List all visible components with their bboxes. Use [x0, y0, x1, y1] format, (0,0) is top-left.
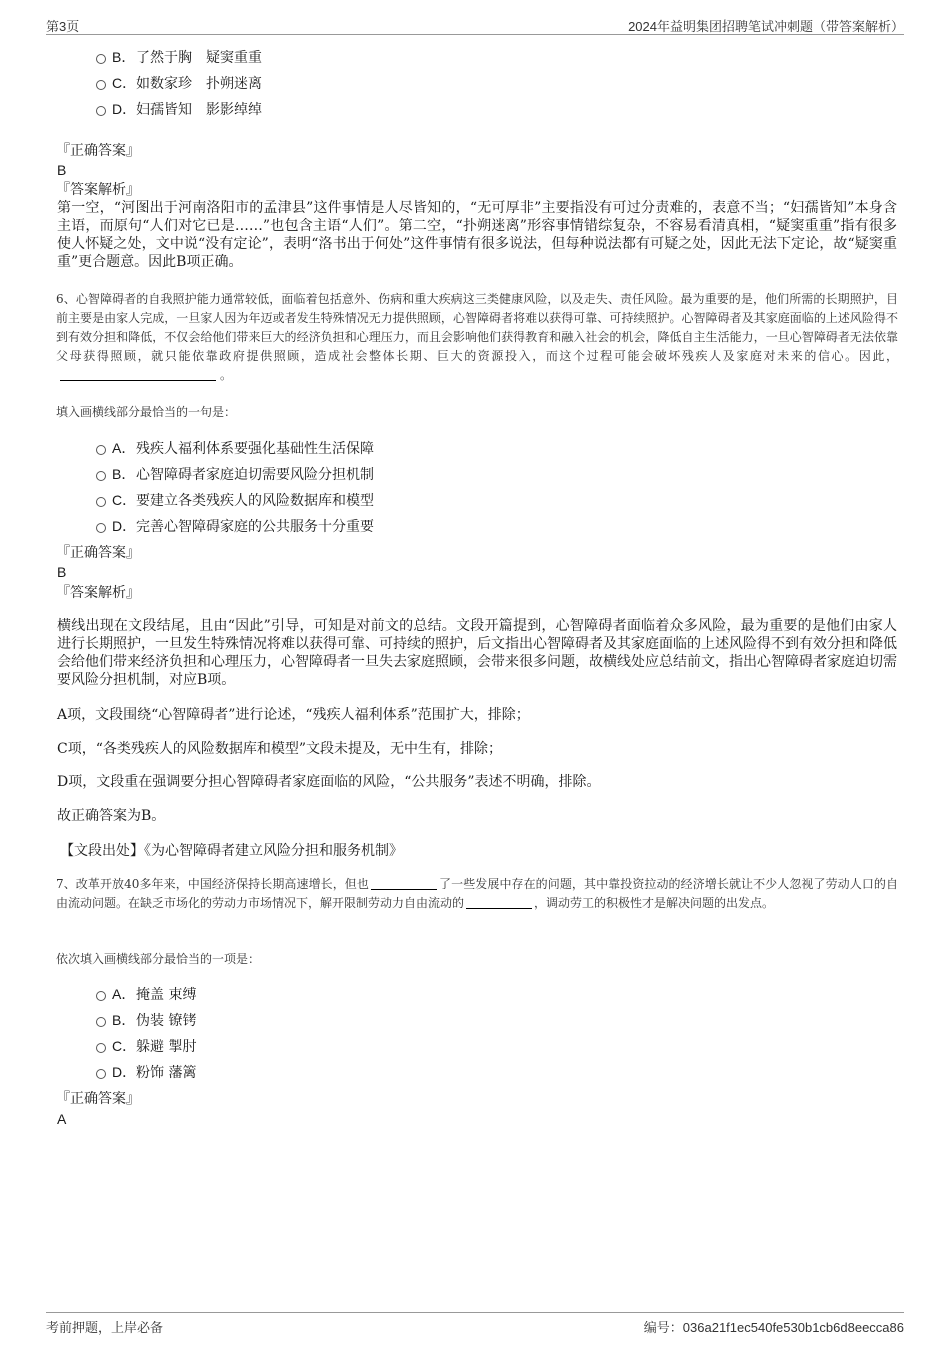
q6-question: 6、心智障碍者的自我照护能力通常较低，面临着包括意外、伤病和重大疾病这三类健康风险，以及走失、责任风险。最为重要的是，他们所需的长期照护，目前主要是由家人完成，一旦家人因为年迈或者发生特殊情况无力提供照顾，心智障碍者将难以获得可靠、可持续照护。心智障碍者及其家庭面临的上述风险得不到有效分担和降低，不仅会给他们带来巨大的经济负担和心理压力，而且会影响他们获得教育和融入社会的机会，降低自主生活能力，一旦心智障碍者无法依靠父母获得照顾，就只能依靠政府提供照顾，造成社会整体长期、巨大的资源投入，而这个过程可能会破坏残疾人及家庭对未来的信心。因此，。: [56, 292, 898, 382]
radio-icon: [96, 991, 106, 1001]
q7-option-b[interactable]: B．伪装 镣铐: [96, 1010, 196, 1030]
q5-option-b[interactable]: B．了然于胸 疑窦重重: [96, 47, 262, 67]
document-id: 编号：036a21f1ec540fe530b1cb6d8eecca86: [643, 1320, 904, 1335]
page-footer: [46, 1312, 904, 1337]
q6-analysis-label: 『答案解析』: [56, 585, 140, 601]
radio-icon: [96, 445, 106, 455]
radio-icon: [96, 471, 106, 481]
radio-icon: [96, 1043, 106, 1053]
q6-option-d[interactable]: D．完善心智障碍家庭的公共服务十分重要: [96, 516, 374, 536]
radio-icon: [96, 523, 106, 533]
answer-blank: [371, 877, 437, 890]
q6-answer: B: [57, 564, 67, 580]
radio-icon: [96, 80, 106, 90]
q6-analysis-c: C项，“各类残疾人的风险数据库和模型”文段未提及，无中生有，排除；: [57, 741, 503, 757]
q6-instruction: 填入画横线部分最恰当的一句是：: [56, 405, 237, 419]
answer-blank: [60, 368, 216, 381]
radio-icon: [96, 497, 106, 507]
q5-option-c[interactable]: C．如数家珍 扑朔迷离: [96, 73, 262, 93]
q5-answer-label: 『正确答案』: [56, 143, 140, 159]
q6-conclusion: 故正确答案为B。: [57, 808, 166, 824]
footer-slogan: 考前押题，上岸必备: [46, 1320, 164, 1335]
answer-blank: [466, 896, 532, 909]
q7-question: 7、改革开放40多年来，中国经济保持长期高速增长，但也 了一些发展中存在的问题，其中靠投资拉动的经济增长就让不少人忽视了劳动人口的自由流动问题。在缺乏市场化的劳动力市场情况下，解开限制劳动力自由流动的 ，调动劳工的积极性才是解决问题的出发点。: [56, 877, 898, 910]
q6-analysis-d: D项，文段重在强调要分担心智障碍者家庭面临的风险，“公共服务”表述不明确，排除。: [57, 774, 601, 790]
q6-source: 【文段出处】《为心智障碍者建立风险分担和服务机制》: [60, 843, 403, 859]
radio-icon: [96, 106, 106, 116]
q6-analysis-a: A项，文段围绕“心智障碍者”进行论述，“残疾人福利体系”范围扩大，排除；: [57, 707, 530, 723]
page-number: 第3页: [46, 19, 80, 34]
q7-option-d[interactable]: D．粉饰 藩篱: [96, 1062, 196, 1082]
q7-answer-label: 『正确答案』: [56, 1091, 140, 1107]
q6-option-c[interactable]: C．要建立各类残疾人的风险数据库和模型: [96, 490, 374, 510]
q7-instruction: 依次填入画横线部分最恰当的一项是：: [56, 952, 261, 966]
q7-option-c[interactable]: C．躲避 掣肘: [96, 1036, 196, 1056]
q5-analysis: 第一空，“河图出于河南洛阳市的孟津县”这件事情是人尽皆知的，“无可厚非”主要指没有可过分责难的，表意不当；“妇孺皆知”本身含主语，而原句“人们对它已是……”也包含主语“人们”。第二空，“扑朔迷离”形容事情错综复杂，不容易看清真相，“疑窦重重”指有很多使人怀疑之处，文中说“没有定论”，表明“洛书出于何处”这件事情有很多说法，但每种说法都有可疑之处，因此无法下定论，故“疑窦重重”更合题意。因此B项正确。: [57, 200, 897, 270]
radio-icon: [96, 54, 106, 64]
document-title: 2024年益明集团招聘笔试冲刺题（带答案解析）: [628, 19, 904, 34]
q6-answer-label: 『正确答案』: [56, 545, 140, 561]
q5-analysis-label: 『答案解析』: [56, 182, 140, 198]
radio-icon: [96, 1017, 106, 1027]
q6-analysis-main: 横线出现在文段结尾，且由“因此”引导，可知是对前文的总结。文段开篇提到，心智障碍者面临着众多风险，最为重要的是他们由家人进行长期照护，一旦发生特殊情况将难以获得可靠、可持续的照护，后文指出心智障碍者及其家庭面临的上述风险得不到有效分担和降低会给他们带来经济负担和心理压力，心智障碍者一旦失去家庭照顾，会带来很多问题，故横线处应总结前文，指出心智障碍者家庭迫切需要风险分担机制，对应B项。: [57, 618, 897, 688]
q5-answer: B: [57, 162, 67, 178]
q7-answer: A: [57, 1111, 67, 1127]
q5-option-d[interactable]: D．妇孺皆知 影影绰绰: [96, 99, 262, 119]
page-header: [46, 14, 904, 35]
q7-option-a[interactable]: A．掩盖 束缚: [96, 984, 196, 1004]
q6-option-b[interactable]: B．心智障碍者家庭迫切需要风险分担机制: [96, 464, 374, 484]
q6-option-a[interactable]: A．残疾人福利体系要强化基础性生活保障: [96, 438, 374, 458]
radio-icon: [96, 1069, 106, 1079]
